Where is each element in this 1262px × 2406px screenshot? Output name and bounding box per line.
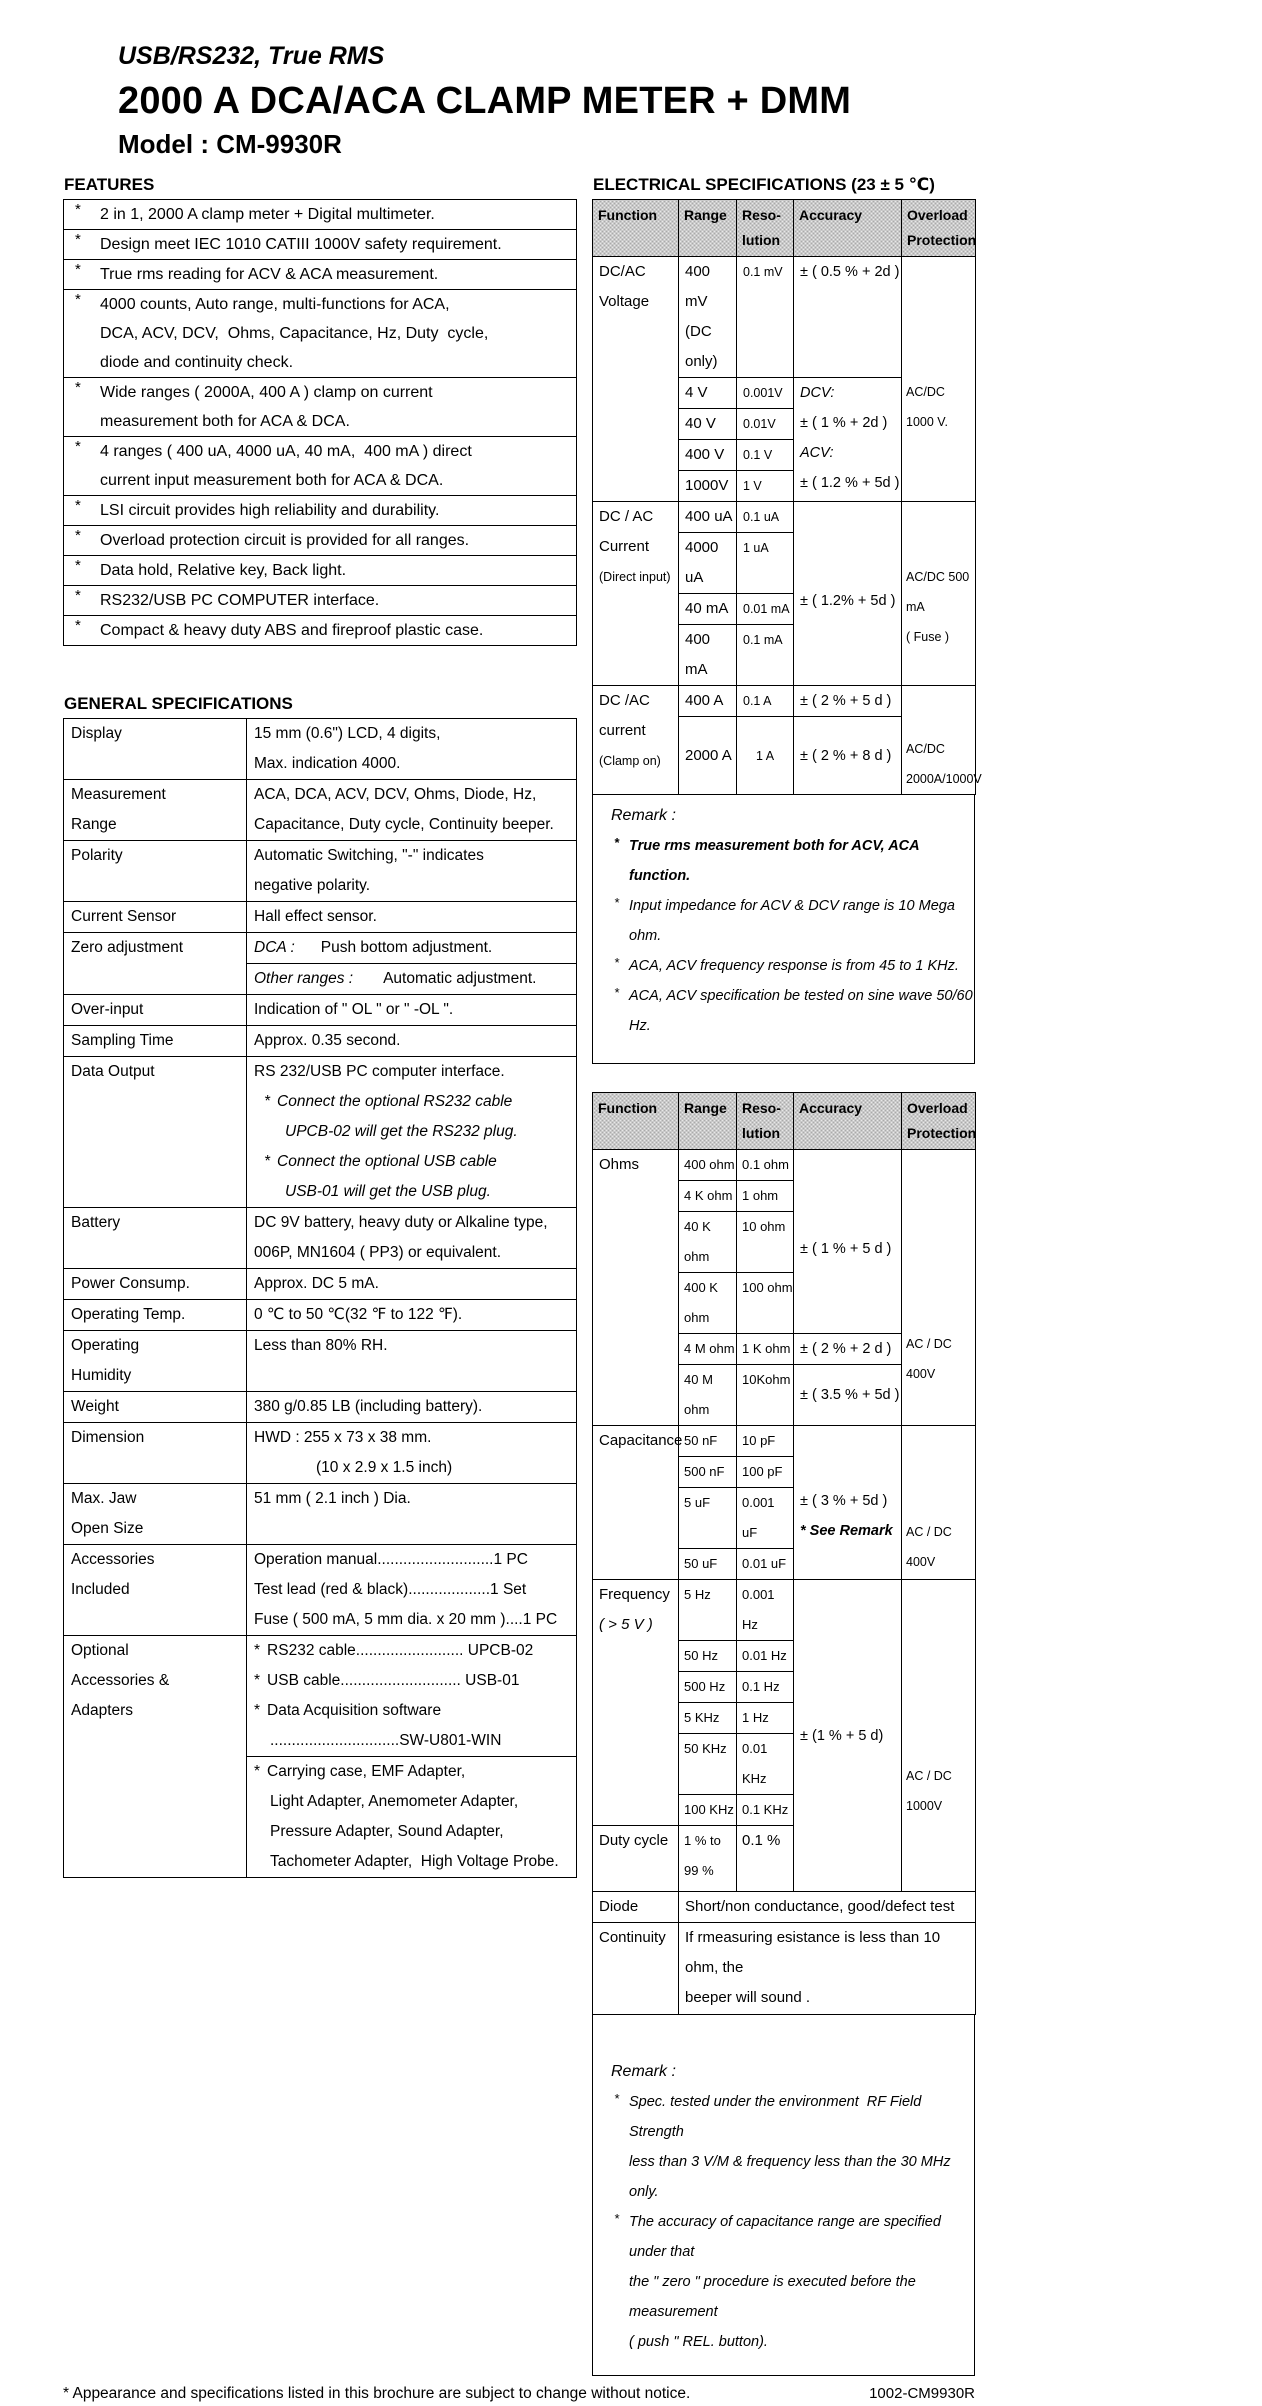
range-cell: 400 K ohm: [679, 1273, 737, 1334]
range-cell: 40 mA: [679, 594, 737, 625]
feature-row: [64, 260, 576, 290]
spec-value: RS 232/USB PC computer interface.: [254, 1063, 505, 1080]
col-header-resolution: Reso- lution: [737, 200, 794, 257]
feature-row: [64, 586, 576, 616]
range-cell: 500 nF: [679, 1457, 737, 1488]
range-cell: 4 V: [679, 378, 737, 409]
spec-value: Approx. 0.35 second.: [254, 1032, 401, 1049]
feature-line: LSI circuit provides high reliability and durability.: [100, 502, 440, 519]
col-header-accuracy: Accuracy: [794, 200, 902, 257]
spec-row: [64, 1636, 577, 1878]
accuracy-cell: ± ( 3.5 % + 5d ): [794, 1365, 902, 1426]
feature-line: 4000 counts, Auto range, multi-functions for ACA,: [100, 296, 450, 313]
spec-row: [64, 1423, 577, 1484]
spec-value: Test lead (red & black)...................1 Set: [254, 1581, 527, 1598]
spec-row: [64, 995, 577, 1026]
feature-line: 4 ranges ( 400 uA, 4000 uA, 40 mA, 400 mA ) direct: [100, 443, 472, 460]
range-cell: 100 KHz: [679, 1795, 737, 1826]
resolution-cell: 0.001 uF: [737, 1488, 794, 1549]
function-cell: DC/AC Voltage: [593, 257, 679, 502]
resolution-cell: 0.1 Hz: [737, 1672, 794, 1703]
range-cell: 400 V: [679, 440, 737, 471]
feature-row: [64, 437, 576, 496]
accuracy-cell: ± ( 2 % + 8 d ): [794, 717, 902, 795]
spec-value: ..............................SW-U801-WIN: [270, 1732, 502, 1749]
spec-value: * Data Acquisition software: [254, 1702, 442, 1719]
spec-value: (10 x 2.9 x 1.5 inch): [316, 1459, 453, 1476]
spec-row: [64, 1331, 577, 1392]
bullet-star: *: [75, 527, 81, 544]
range-cell: 5 KHz: [679, 1703, 737, 1734]
range-cell: 500 Hz: [679, 1672, 737, 1703]
spec-row: [64, 1300, 577, 1331]
remark-line: * ACA, ACV specification be tested on sine wave 50/60 Hz.: [614, 985, 977, 1034]
spec-value: Operation manual...........................1 PC: [254, 1551, 528, 1568]
accuracy-cell: ± ( 2 % + 2 d ): [794, 1334, 902, 1365]
feature-row: [64, 616, 576, 645]
spec-row: [64, 1026, 577, 1057]
range-cell: 4 M ohm: [679, 1334, 737, 1365]
doc-header: [0, 0, 1262, 162]
table-row: [593, 1892, 976, 1923]
resolution-cell: 10Kohm: [737, 1365, 794, 1426]
accuracy-cell: ± ( 1.2% + 5d ): [794, 502, 902, 686]
spec-label: Included: [71, 1581, 130, 1598]
function-cell: Continuity: [593, 1923, 679, 2015]
resolution-cell: 0.1 V: [737, 440, 794, 471]
overload-cell: AC/DC 2000A/1000V: [902, 686, 976, 795]
spec-value: 006P, MN1604 ( PP3) or equivalent.: [254, 1244, 502, 1261]
spec-label: Optional: [71, 1642, 129, 1659]
remark-line: less than 3 V/M & frequency less than the 30 MHz only.: [629, 2154, 955, 2200]
feature-line: 2 in 1, 2000 A clamp meter + Digital multimeter.: [100, 206, 435, 223]
spec-value: Automatic Switching, "-" indicates: [254, 847, 484, 864]
bullet-star: *: [75, 379, 81, 396]
bullet-star: *: [75, 557, 81, 574]
features-heading: FEATURES: [64, 175, 155, 194]
spec-row: [64, 1057, 577, 1208]
spec-label: Display: [71, 725, 122, 742]
resolution-cell: 0.01 KHz: [737, 1734, 794, 1795]
resolution-cell: 1 A: [737, 717, 794, 795]
range-cell: 1 % to 99 %: [679, 1826, 737, 1892]
footer-note: * Appearance and specifications listed in this brochure are subject to change without notice.: [63, 2385, 691, 2402]
spec-row: [64, 902, 577, 933]
spec-label: Open Size: [71, 1520, 144, 1537]
resolution-cell: 1 uA: [737, 533, 794, 594]
function-cell: Duty cycle: [593, 1826, 679, 1892]
spec-value: Indication of " OL " or " -OL ".: [254, 1001, 454, 1018]
spec-value: * USB cable............................ USB-01: [254, 1672, 520, 1689]
spec-value: Tachometer Adapter, High Voltage Probe.: [270, 1853, 559, 1870]
function-cell: Capacitance: [593, 1426, 679, 1580]
feature-line: Design meet IEC 1010 CATIII 1000V safety requirement.: [100, 236, 502, 253]
spec-row: [64, 1484, 577, 1545]
function-cell: Ohms: [593, 1150, 679, 1426]
table-row: [593, 1923, 976, 2015]
spec-label: Data Output: [71, 1063, 155, 1080]
range-cell: 400 ohm: [679, 1150, 737, 1181]
spec-label: Operating Temp.: [71, 1306, 186, 1323]
spec-value: * Connect the optional USB cable: [264, 1153, 497, 1170]
remark-title: Remark :: [611, 807, 676, 824]
remark-title: Remark :: [611, 2063, 676, 2080]
overload-cell: AC / DC 400V: [902, 1426, 976, 1580]
spec-row: [64, 1392, 577, 1423]
feature-row: [64, 556, 576, 586]
spec-value: Light Adapter, Anemometer Adapter,: [270, 1793, 519, 1810]
spec-label: Humidity: [71, 1367, 132, 1384]
spec-label: Power Consump.: [71, 1275, 190, 1292]
range-cell: 400 mA: [679, 625, 737, 686]
resolution-cell: 0.1 ohm: [737, 1150, 794, 1181]
remark-box-2: [592, 2014, 975, 2376]
table-row: [593, 1580, 976, 1641]
resolution-cell: 0.1 mV: [737, 257, 794, 378]
spec-label: Over-input: [71, 1001, 144, 1018]
electrical-heading: ELECTRICAL SPECIFICATIONS (23 ± 5 ℃): [593, 175, 935, 194]
spec-value: Pressure Adapter, Sound Adapter,: [270, 1823, 504, 1840]
spec-label: Max. Jaw: [71, 1490, 137, 1507]
spec-row: [64, 933, 577, 995]
col-header-function: Function: [593, 200, 679, 257]
range-cell: 50 KHz: [679, 1734, 737, 1795]
remark-line: * The accuracy of capacitance range are specified under that: [614, 2211, 945, 2260]
range-cell: 40 V: [679, 409, 737, 440]
table-row: [593, 1150, 976, 1181]
overload-cell: AC / DC 400V: [902, 1150, 976, 1426]
remark-line: * True rms measurement both for ACV, ACA function.: [614, 835, 924, 884]
resolution-cell: 1 K ohm: [737, 1334, 794, 1365]
resolution-cell: 0.01 uF: [737, 1549, 794, 1580]
range-cell: 5 uF: [679, 1488, 737, 1549]
bullet-star: *: [75, 261, 81, 278]
accuracy-cell: ± ( 3 % + 5d ) * See Remark: [794, 1426, 902, 1580]
spec-value: Capacitance, Duty cycle, Continuity beeper.: [254, 816, 554, 833]
spec-value: Approx. DC 5 mA.: [254, 1275, 379, 1292]
feature-line: RS232/USB PC COMPUTER interface.: [100, 592, 380, 609]
feature-row: [64, 378, 576, 437]
spec-value: HWD : 255 x 73 x 38 mm.: [254, 1429, 432, 1446]
spec-label: Dimension: [71, 1429, 145, 1446]
bullet-star: *: [75, 231, 81, 248]
accuracy-cell: ± ( 0.5 % + 2d ): [794, 257, 902, 378]
range-cell: 400 mV (DC only): [679, 257, 737, 378]
value-cell: Short/non conductance, good/defect test: [679, 1892, 976, 1923]
accuracy-cell: ± ( 1 % + 5 d ): [794, 1150, 902, 1334]
resolution-cell: 0.01V: [737, 409, 794, 440]
resolution-cell: 1 V: [737, 471, 794, 502]
resolution-cell: 0.01 Hz: [737, 1641, 794, 1672]
range-cell: 400 A: [679, 686, 737, 717]
range-cell: 5 Hz: [679, 1580, 737, 1641]
spec-value: 380 g/0.85 LB (including battery).: [254, 1398, 483, 1415]
spec-label: Accessories: [71, 1551, 155, 1568]
resolution-cell: 1 Hz: [737, 1703, 794, 1734]
right-column: [592, 174, 982, 2376]
spec-value: Other ranges : Automatic adjustment.: [247, 963, 576, 994]
spec-value: Max. indication 4000.: [254, 755, 401, 772]
spec-label: Sampling Time: [71, 1032, 174, 1049]
spec-value: * Connect the optional RS232 cable: [264, 1093, 513, 1110]
function-cell: DC / AC Current (Direct input): [593, 502, 679, 686]
range-cell: 50 nF: [679, 1426, 737, 1457]
range-cell: 40 M ohm: [679, 1365, 737, 1426]
spec-label: Weight: [71, 1398, 119, 1415]
bullet-star: *: [75, 438, 81, 455]
range-cell: 2000 A: [679, 717, 737, 795]
col-header-range: Range: [679, 1093, 737, 1150]
resolution-cell: 0.001V: [737, 378, 794, 409]
remark-line: the " zero " procedure is executed before the measurement: [629, 2274, 920, 2320]
feature-line: DCA, ACV, DCV, Ohms, Capacitance, Hz, Duty cycle,: [100, 325, 489, 342]
remark-line: * ACA, ACV frequency response is from 45 to 1 KHz.: [614, 955, 959, 974]
spec-row: [64, 719, 577, 780]
table-row: [593, 257, 976, 378]
overload-cell: AC/DC 1000 V.: [902, 257, 976, 502]
function-cell: Diode: [593, 1892, 679, 1923]
resolution-cell: 10 ohm: [737, 1212, 794, 1273]
resolution-cell: 0.001 Hz: [737, 1580, 794, 1641]
spec-label: Range: [71, 816, 117, 833]
feature-row: [64, 230, 576, 260]
spec-label: Measurement: [71, 786, 166, 803]
feature-line: Compact & heavy duty ABS and fireproof plastic case.: [100, 622, 484, 639]
col-header-function: Function: [593, 1093, 679, 1150]
feature-line: Data hold, Relative key, Back light.: [100, 562, 347, 579]
col-header-overload: Overload Protection: [902, 200, 976, 257]
resolution-cell: 0.1 mA: [737, 625, 794, 686]
spec-value: ACA, DCA, ACV, DCV, Ohms, Diode, Hz,: [254, 786, 537, 803]
spec-value: Less than 80% RH.: [254, 1337, 388, 1354]
feature-row: [64, 526, 576, 556]
range-cell: 400 uA: [679, 502, 737, 533]
spec-row: [64, 841, 577, 902]
remark-line: * Spec. tested under the environment RF Field Strength: [614, 2091, 926, 2140]
resolution-cell: 0.1 uA: [737, 502, 794, 533]
feature-row: [64, 496, 576, 526]
resolution-cell: 0.1 KHz: [737, 1795, 794, 1826]
accuracy-cell: DCV: ± ( 1 % + 2d ) ACV: ± ( 1.2 % + 5d ): [794, 378, 902, 502]
range-cell: 50 Hz: [679, 1641, 737, 1672]
remark-line: ( push " REL. button).: [629, 2334, 768, 2350]
bullet-star: *: [75, 291, 81, 308]
spec-row: [64, 1545, 577, 1636]
spec-value: 51 mm ( 2.1 inch ) Dia.: [254, 1490, 411, 1507]
feature-row: [64, 290, 576, 378]
general-specs-table: [63, 718, 577, 1878]
spec-value: Hall effect sensor.: [254, 908, 377, 925]
spec-label: Current Sensor: [71, 908, 177, 925]
value-cell: If rmeasuring esistance is less than 10 ohm, the beeper will sound .: [679, 1923, 976, 2015]
overload-cell: AC / DC 1000V: [902, 1580, 976, 1892]
bullet-star: *: [75, 587, 81, 604]
doc-subtitle: USB/RS232, True RMS: [118, 42, 385, 70]
remark-line: * Input impedance for ACV & DCV range is 10 Mega ohm.: [614, 895, 959, 944]
range-cell: 40 K ohm: [679, 1212, 737, 1273]
table-row: [593, 502, 976, 533]
spec-value: * RS232 cable......................... UPCB-02: [254, 1642, 534, 1659]
col-header-accuracy: Accuracy: [794, 1093, 902, 1150]
bullet-star: *: [75, 497, 81, 514]
range-cell: 1000V: [679, 471, 737, 502]
spec-value: DCA : Push bottom adjustment.: [254, 939, 493, 956]
feature-line: current input measurement both for ACA & DCA.: [100, 472, 444, 489]
function-cell: DC /AC current (Clamp on): [593, 686, 679, 795]
feature-line: measurement both for ACA & DCA.: [100, 413, 350, 430]
resolution-cell: 0.1 A: [737, 686, 794, 717]
spec-label: Adapters: [71, 1702, 134, 1719]
bullet-star: *: [75, 201, 81, 218]
resolution-cell: 10 pF: [737, 1426, 794, 1457]
electrical-table-1: [592, 199, 982, 795]
col-header-resolution: Reso- lution: [737, 1093, 794, 1150]
doc-title: 2000 A DCA/ACA CLAMP METER + DMM: [118, 80, 852, 122]
features-table: [63, 199, 577, 646]
resolution-cell: 100 ohm: [737, 1273, 794, 1334]
bullet-star: *: [75, 617, 81, 634]
spec-value: 0 ℃ to 50 ℃(32 ℉ to 122 ℉).: [254, 1306, 463, 1323]
spec-value: negative polarity.: [254, 877, 371, 894]
spec-value: 15 mm (0.6") LCD, 4 digits,: [254, 725, 441, 742]
spec-value: * Carrying case, EMF Adapter,: [247, 1756, 576, 1787]
function-cell: Frequency ( > 5 V ): [593, 1580, 679, 1826]
feature-line: Wide ranges ( 2000A, 400 A ) clamp on current: [100, 384, 433, 401]
left-column: [63, 174, 577, 1878]
spec-label: Polarity: [71, 847, 123, 864]
table-row: [593, 1426, 976, 1457]
accuracy-cell: ± (1 % + 5 d): [794, 1580, 902, 1892]
col-header-overload: Overload Protection: [902, 1093, 976, 1150]
spec-value: Fuse ( 500 mA, 5 mm dia. x 20 mm )....1 PC: [254, 1611, 558, 1628]
spec-label: Zero adjustment: [71, 939, 183, 956]
range-cell: 4000 uA: [679, 533, 737, 594]
feature-line: Overload protection circuit is provided for all ranges.: [100, 532, 470, 549]
range-cell: 4 K ohm: [679, 1181, 737, 1212]
feature-row: [64, 200, 576, 230]
remark-box-1: [592, 794, 975, 1064]
resolution-cell: 0.1 %: [737, 1826, 794, 1892]
range-cell: 50 uF: [679, 1549, 737, 1580]
resolution-cell: 1 ohm: [737, 1181, 794, 1212]
spec-label: Battery: [71, 1214, 121, 1231]
spec-value: USB-01 will get the USB plug.: [285, 1183, 491, 1200]
spec-row: [64, 1208, 577, 1269]
col-header-range: Range: [679, 200, 737, 257]
accuracy-cell: ± ( 2 % + 5 d ): [794, 686, 902, 717]
spec-label: Operating: [71, 1337, 140, 1354]
page-footer: [63, 2382, 975, 2406]
overload-cell: AC/DC 500 mA ( Fuse ): [902, 502, 976, 686]
resolution-cell: 0.01 mA: [737, 594, 794, 625]
general-specs-heading: GENERAL SPECIFICATIONS: [64, 694, 293, 713]
feature-line: diode and continuity check.: [100, 354, 294, 371]
spec-row: [64, 1269, 577, 1300]
spec-row: [64, 780, 577, 841]
table-row: [593, 686, 976, 717]
resolution-cell: 100 pF: [737, 1457, 794, 1488]
feature-line: True rms reading for ACV & ACA measurement.: [100, 266, 439, 283]
spec-label: Accessories &: [71, 1672, 170, 1689]
electrical-table-2: [592, 1092, 976, 2015]
spec-value: DC 9V battery, heavy duty or Alkaline type,: [254, 1214, 548, 1231]
spec-value: UPCB-02 will get the RS232 plug.: [285, 1123, 518, 1140]
doc-model: Model : CM-9930R: [118, 129, 342, 159]
footer-code: 1002-CM9930R: [869, 2385, 975, 2402]
